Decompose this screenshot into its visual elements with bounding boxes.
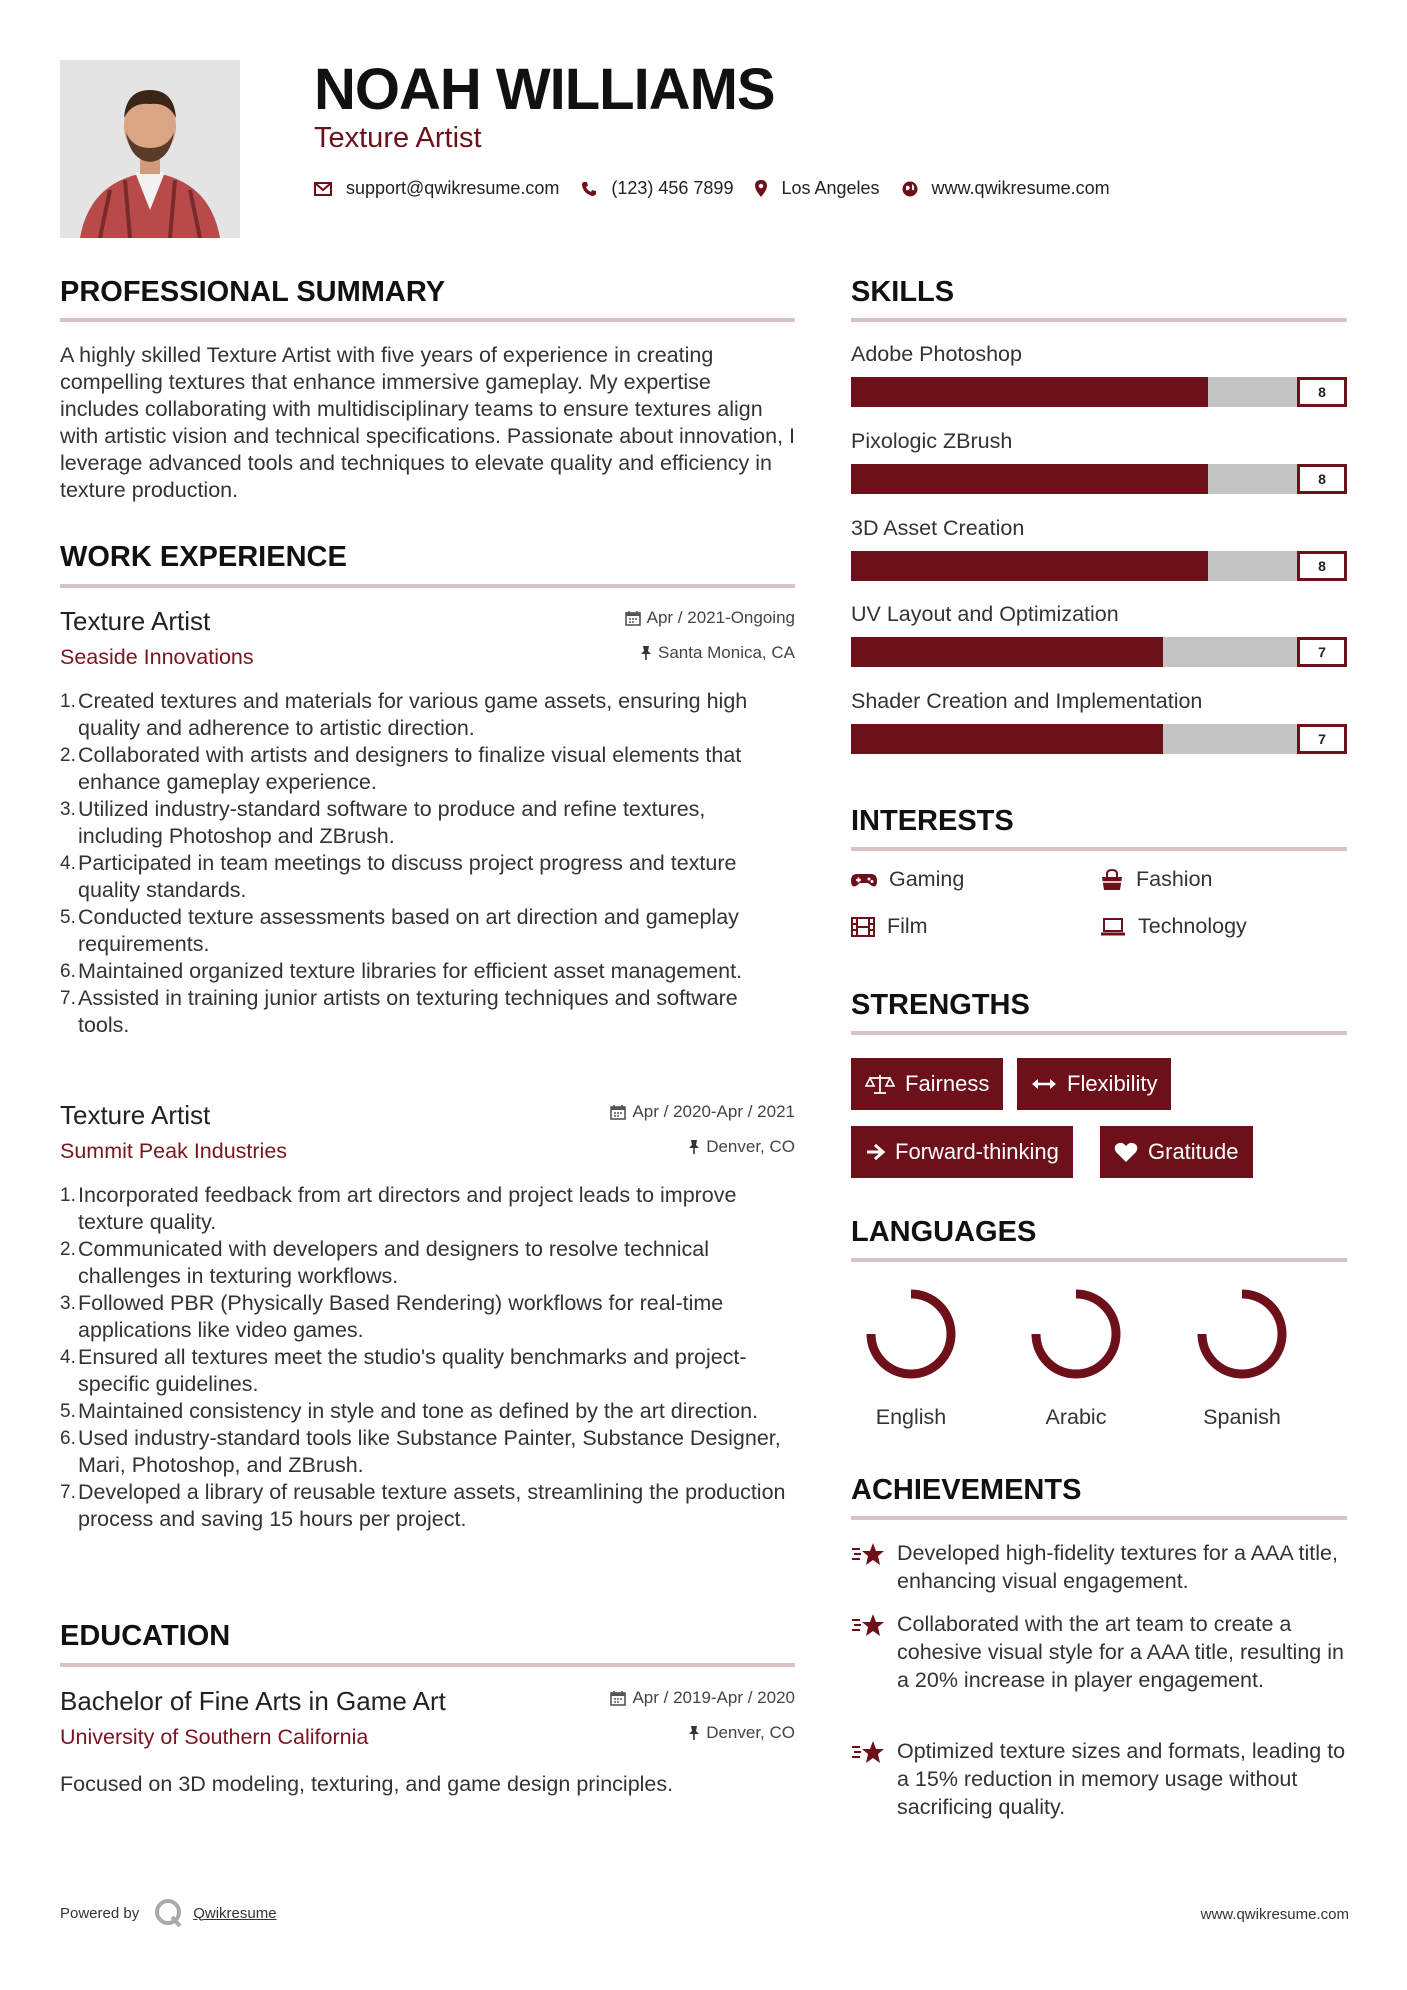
list-item: 1. Created textures and materials for various game assets, ensuring high quality and adherence to artistic direction. [60,689,748,740]
job-location [610,1135,795,1159]
calendar-icon [610,1104,626,1120]
shooting-star-icon [851,1739,885,1765]
skill-bar-fill [851,637,1163,667]
languages-heading: LANGUAGES [851,1216,1037,1248]
education-dates [610,1686,795,1710]
education-heading: EDUCATION [60,1620,231,1652]
contact-email[interactable] [314,178,559,199]
strength-label: Gratitude [1148,1139,1239,1164]
skill-score: 8 [1297,551,1347,581]
list-item: 5. Maintained consistency in style and tone as defined by the art direction. [60,1399,759,1423]
contact-phone[interactable] [581,178,733,199]
footer-powered-by [60,1898,277,1928]
skill-score: 8 [1297,464,1347,494]
language-gauge-arc [1202,1294,1282,1374]
powered-by-text: Powered by [60,1904,140,1922]
job-meta [625,606,795,665]
job-location-text: Santa Monica, CA [657,643,795,662]
contact-location [755,178,879,199]
skill-score: 7 [1297,724,1347,754]
education-entry [60,1686,795,1797]
phone-text: (123) 456 7899 [611,178,734,198]
contact-website[interactable] [902,178,1110,199]
skill-name: Shader Creation and Implementation [851,689,1203,713]
pushpin-icon [688,1139,700,1155]
skill-item [851,516,1347,581]
job-entry [60,1100,795,1533]
interest-item [1100,867,1213,892]
education-location-text: Denver, CO [706,1723,795,1742]
language-item [851,1286,971,1430]
list-item: 6. Maintained organized texture libraries for efficient asset management. [60,959,743,983]
summary-divider [60,318,795,322]
job-title: Texture Artist [60,606,211,636]
interest-label: Technology [1138,914,1247,938]
strengths-divider [851,1031,1347,1035]
skill-bar [851,724,1347,754]
language-name: Arabic [1045,1405,1107,1429]
skill-bar [851,377,1347,407]
job-dates-text: Apr / 2020-Apr / 2021 [632,1102,795,1121]
shooting-star-icon [851,1612,885,1638]
skill-bar-fill [851,377,1208,407]
laptop-icon [1100,918,1126,936]
language-gauge [851,1286,971,1382]
envelope-icon [314,182,332,196]
list-item: 2. Communicated with developers and designers to resolve technical challenges in texturing workflows. [60,1237,710,1288]
job-meta [610,1100,795,1159]
skill-bar [851,551,1347,581]
gamepad-icon [851,872,877,888]
school-name: University of Southern California [60,1725,369,1749]
list-item: 4. Ensured all textures meet the studio's quality benchmarks and project-specific guidelines. [60,1345,747,1396]
job-title: Texture Artist [60,1100,211,1130]
strength-chip [851,1058,1003,1110]
skill-item [851,429,1347,494]
job-company: Seaside Innovations [60,645,254,669]
email-text: support@qwikresume.com [346,178,560,198]
achievement-text: Collaborated with the art team to create a cohesive visual style for a AAA title, resulting in a 20% increase in player engagement. [897,1612,1344,1692]
achievement-text: Optimized texture sizes and formats, leading to a 15% reduction in memory usage without sacrificing quality. [897,1739,1346,1819]
achievement-item [851,1610,1351,1694]
achievement-item [851,1737,1351,1821]
education-location [610,1721,795,1745]
strength-label: Forward-thinking [895,1139,1059,1164]
job-dates [610,1100,795,1124]
degree-title: Bachelor of Fine Arts in Game Art [60,1686,446,1716]
interest-item [1100,914,1247,939]
interests-heading: INTERESTS [851,805,1014,837]
skill-name: Pixologic ZBrush [851,429,1013,453]
strength-chip [1017,1058,1171,1110]
job-bullets [60,1182,795,1533]
skill-name: Adobe Photoshop [851,342,1022,366]
skill-bar-fill [851,551,1208,581]
interest-label: Gaming [889,867,965,891]
list-item: 6. Used industry-standard tools like Substance Painter, Substance Designer, Mari, Photoshop, and ZBrush. [60,1426,781,1477]
strength-label: Fairness [905,1071,990,1096]
interest-item [851,914,928,939]
skills-heading: SKILLS [851,276,955,308]
skill-item [851,602,1347,667]
candidate-name: NOAH WILLIAMS [314,57,775,122]
list-item: 1. Incorporated feedback from art directors and project leads to improve texture quality. [60,1183,737,1234]
achievements-heading: ACHIEVEMENTS [851,1474,1082,1506]
education-description: Focused on 3D modeling, texturing, and game design principles. [60,1772,674,1796]
language-gauge [1016,1286,1136,1382]
skill-bar-fill [851,724,1163,754]
language-item [1016,1286,1136,1430]
location-text: Los Angeles [781,178,880,198]
job-dates-text: Apr / 2021-Ongoing [646,608,795,627]
candidate-title: Texture Artist [314,122,482,154]
arrows-horizontal-icon [1031,1077,1057,1091]
list-item: 5. Conducted texture assessments based on art direction and gameplay requirements. [60,905,739,956]
language-item [1182,1286,1302,1430]
heart-icon [1114,1142,1138,1163]
interests-divider [851,847,1347,851]
map-pin-icon [755,180,767,197]
education-divider [60,1663,795,1667]
qwikresume-logo-icon [153,1898,185,1928]
language-name: English [875,1405,947,1429]
list-item: 2. Collaborated with artists and designers to finalize visual elements that enhance gameplay experience. [60,743,742,794]
film-icon [851,917,875,937]
language-gauge-arc [871,1294,951,1374]
handbag-icon [1100,869,1124,891]
education-meta [610,1686,795,1745]
list-item: 7. Assisted in training junior artists on texturing techniques and software tools. [60,986,738,1037]
arrow-right-icon [865,1143,885,1161]
job-company: Summit Peak Industries [60,1139,288,1163]
footer-website[interactable]: www.qwikresume.com [1200,1906,1349,1923]
interest-item [851,867,964,892]
languages-divider [851,1258,1347,1262]
phone-icon [581,181,597,197]
skill-score: 8 [1297,377,1347,407]
skill-name: UV Layout and Optimization [851,602,1119,626]
language-gauge [1182,1286,1302,1382]
shooting-star-icon [851,1541,885,1567]
job-location-text: Denver, CO [706,1137,795,1156]
achievement-item [851,1539,1351,1595]
qwikresume-link[interactable]: Qwikresume [193,1904,277,1922]
job-bullets [60,688,795,1039]
job-dates [625,606,795,630]
language-name: Spanish [1203,1405,1281,1429]
balance-scale-icon [865,1073,895,1095]
language-gauge-arc [1036,1294,1116,1374]
skill-item [851,689,1347,754]
website-text: www.qwikresume.com [931,178,1110,198]
summary-text: A highly skilled Texture Artist with five years of experience in creating compelling textures that enhance immersive gameplay. My expertise includes collaborating with multidisciplinary teams to ensure textures align with artistic vision and technical specifications. Passionate about innovation, I leverage advanced tools and techniques to elevate quality and efficiency in texture production. [60,343,795,502]
interest-label: Fashion [1136,867,1213,891]
skill-bar [851,464,1347,494]
list-item: 3. Followed PBR (Physically Based Rendering) workflows for real-time applications like video games. [60,1291,724,1342]
skill-score: 7 [1297,637,1347,667]
globe-icon [902,181,918,197]
strengths-heading: STRENGTHS [851,989,1030,1021]
achievements-divider [851,1516,1347,1520]
strength-label: Flexibility [1067,1071,1158,1096]
strength-chip [1100,1126,1253,1178]
pushpin-icon [688,1725,700,1741]
calendar-icon [625,610,641,626]
skill-bar [851,637,1347,667]
skill-item [851,342,1347,407]
experience-heading: WORK EXPERIENCE [60,541,347,573]
job-location [625,641,795,665]
calendar-icon [610,1690,626,1706]
experience-divider [60,584,795,588]
pushpin-icon [640,645,652,661]
achievement-text: Developed high-fidelity textures for a AAA title, enhancing visual engagement. [897,1541,1338,1593]
job-entry [60,606,795,1039]
list-item: 4. Participated in team meetings to discuss project progress and texture quality standards. [60,851,737,902]
profile-photo [60,60,240,238]
interest-label: Film [887,914,928,938]
skill-bar-fill [851,464,1208,494]
list-item: 7. Developed a library of reusable texture assets, streamlining the production process and saving 15 hours per project. [60,1480,786,1531]
education-dates-text: Apr / 2019-Apr / 2020 [632,1688,795,1707]
list-item: 3. Utilized industry-standard software to produce and refine textures, including Photoshop and ZBrush. [60,797,706,848]
skill-name: 3D Asset Creation [851,516,1025,540]
contact-bar [314,178,1132,199]
summary-heading: PROFESSIONAL SUMMARY [60,276,446,308]
skills-divider [851,318,1347,322]
strength-chip [851,1126,1073,1178]
